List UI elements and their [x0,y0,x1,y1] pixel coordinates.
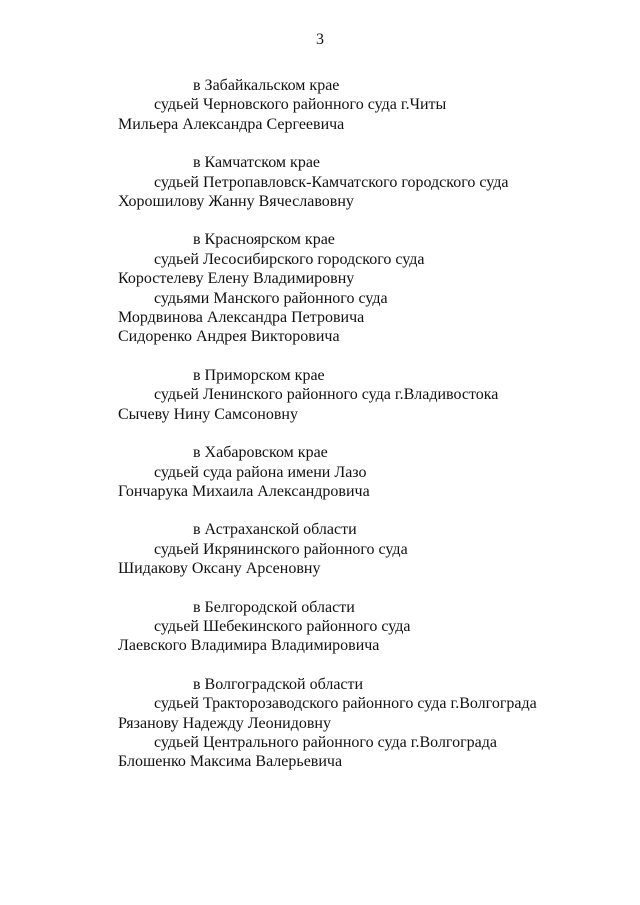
region-heading: в Камчатском крае [193,154,321,172]
appointment-section [0,76,640,134]
region-heading: в Волгоградской области [193,675,364,693]
region-heading: в Забайкальском крае [193,77,340,94]
court-position: судьей Ленинского районного суда г.Владивостока [154,386,499,404]
region-heading: в Хабаровском крае [193,444,328,462]
court-position: судьей суда района имени Лазо [154,463,367,481]
appointment-section [0,443,640,501]
document-body [0,76,640,791]
court-position: судьей Шебекинского районного суда [154,617,411,635]
court-position: судьей Центрального районного суда г.Волгограда [154,733,497,751]
court-position: судьей Петропавловск-Камчатского городского суда [154,173,509,191]
appointment-section [0,520,640,578]
judge-name: Мильера Александра Сергеевича [118,115,345,133]
appointment-section [0,598,640,656]
region-heading: в Белгородской области [193,598,355,616]
judge-name: Коростелеву Елену Владимировну [118,270,355,288]
region-heading: в Астраханской области [193,521,357,539]
judge-name: Мордвинова Александра Петровича [118,309,365,327]
judge-name: Хорошилову Жанну Вячеславовну [118,193,354,211]
appointment-section [0,675,640,772]
court-position: судьей Черновского районного суда г.Читы [154,96,447,114]
court-position: судьями Манского районного суда [154,289,388,307]
page-number: 3 [316,31,324,48]
region-heading: в Приморском крае [193,366,325,384]
judge-name: Гончарука Михаила Александровича [118,482,370,500]
court-position: судьей Лесосибирского городского суда [154,250,425,268]
judge-name: Сычеву Нину Самсоновну [118,405,298,423]
judge-name: Рязанову Надежду Леонидовну [118,714,331,732]
appointment-section [0,366,640,424]
court-position: судьей Тракторозаводского районного суда г.Волгограда [154,695,537,713]
region-heading: в Красноярском крае [193,231,335,249]
judge-name: Сидоренко Андрея Викторовича [118,328,340,346]
judge-name: Шидакову Оксану Арсеновну [118,560,321,578]
judge-name: Блошенко Максима Валерьевича [118,753,343,771]
court-position: судьей Икрянинского районного суда [154,540,408,558]
appointment-section [0,230,640,346]
judge-name: Лаевского Владимира Владимировича [118,637,380,655]
appointment-section [0,153,640,211]
